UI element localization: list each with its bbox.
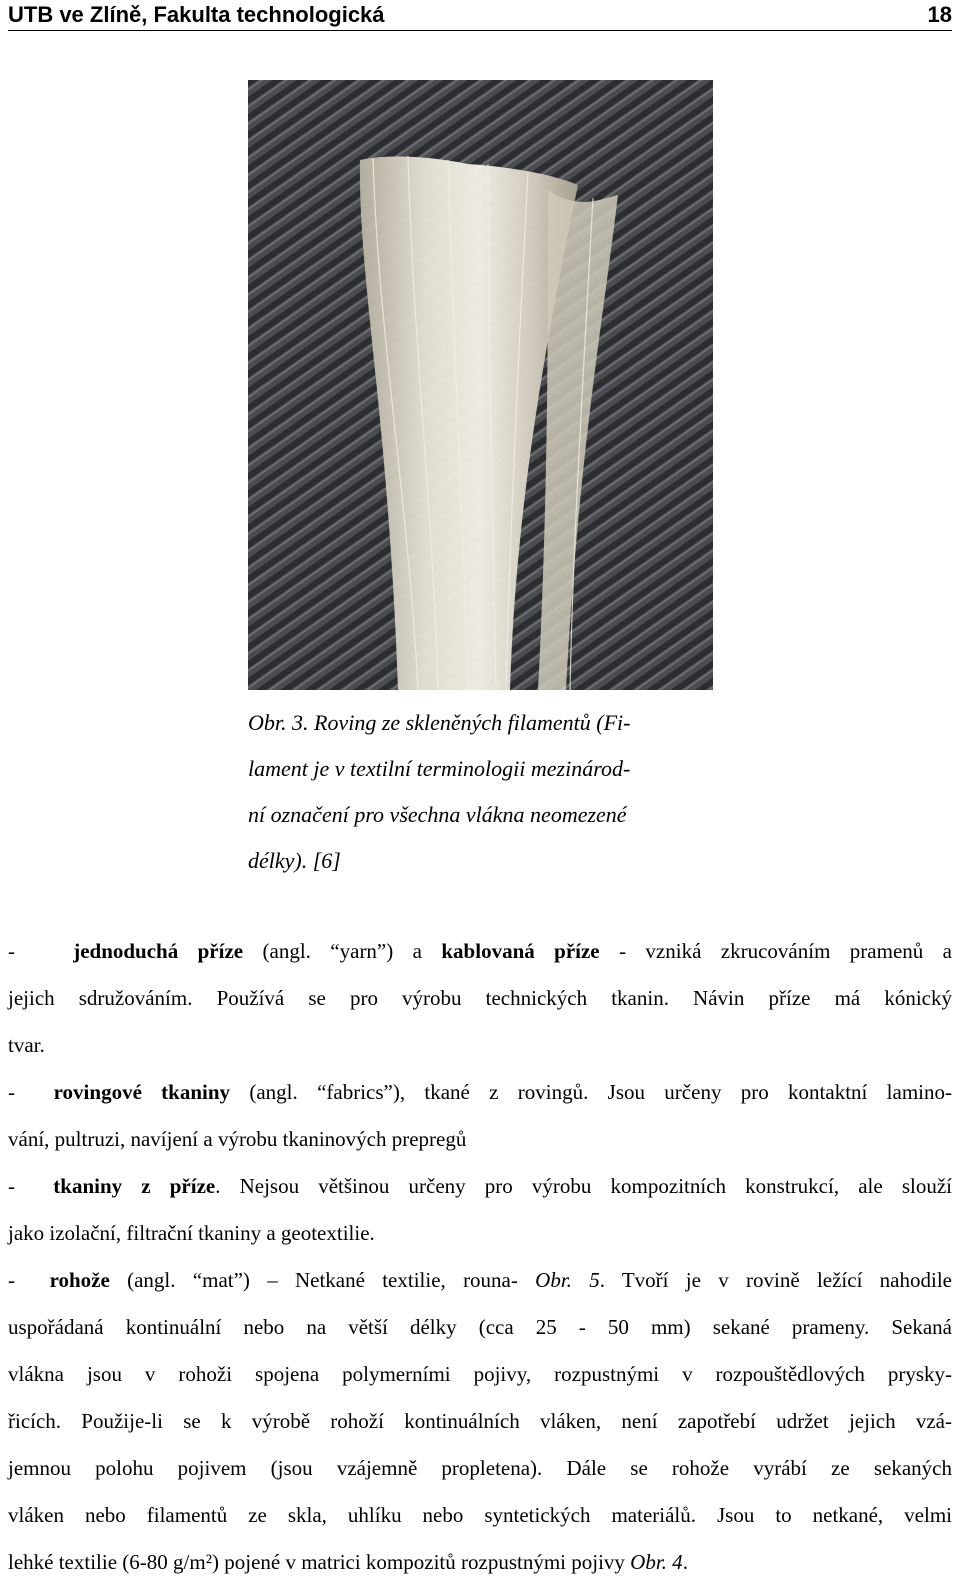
list-dash: - bbox=[8, 1268, 15, 1292]
item-rohoze bbox=[8, 1257, 952, 1586]
roving-photo bbox=[248, 80, 713, 690]
page-header bbox=[8, 0, 952, 31]
text-segment: (angl. “mat”) – Netkané textilie, rouna- bbox=[109, 1268, 536, 1292]
term-tkaniny: tkaniny z příze bbox=[53, 1174, 216, 1198]
list-dash: - bbox=[8, 1174, 15, 1198]
text-line bbox=[8, 928, 952, 975]
body-text bbox=[8, 928, 952, 1586]
text-segment: (angl. “yarn”) a bbox=[243, 939, 442, 963]
item-rovingove bbox=[8, 1069, 952, 1163]
text-line: vlákna jsou v rohoži spojena polymerními pojivy, rozpustnými v rozpouštědlových prysky- bbox=[8, 1362, 952, 1386]
text-line: uspořádaná kontinuální nebo na větší délky (cca 25 - 50 mm) sekané prameny. Sekaná bbox=[8, 1315, 952, 1339]
figure-ref: Obr. 4 bbox=[630, 1550, 683, 1574]
text-segment: lehké textilie (6-80 g/m²) pojené v matrici kompozitů rozpustnými pojivy bbox=[8, 1550, 631, 1574]
text-line bbox=[8, 1069, 952, 1116]
text-segment: . bbox=[682, 1550, 688, 1574]
text-segment: . Nejsou většinou určeny pro výrobu kompozitních konstrukcí, ale slouží bbox=[215, 1174, 952, 1198]
item-jednoducha bbox=[8, 928, 952, 1069]
item-tkaniny bbox=[8, 1163, 952, 1257]
roving-photo-illustration bbox=[248, 80, 713, 690]
text-line: jejich sdružováním. Používá se pro výrobu technických tkanin. Návin příze má kónický bbox=[8, 986, 952, 1010]
text-segment: . Tvoří je v rovině ležící nahodile bbox=[599, 1268, 952, 1292]
term-jednoducha: jednoduchá příze bbox=[73, 939, 244, 963]
term-kablovana: kablovaná příze bbox=[441, 939, 600, 963]
page-number: 18 bbox=[927, 2, 952, 27]
figure-ref: Obr. 5 bbox=[535, 1268, 600, 1292]
text-line: jako izolační, filtrační tkaniny a geotextilie. bbox=[8, 1221, 375, 1245]
text-segment: - vzniká zkrucováním pramenů a bbox=[599, 939, 952, 963]
figure-caption bbox=[248, 700, 718, 884]
header-title: UTB ve Zlíně, Fakulta technologická bbox=[8, 2, 385, 27]
term-rovingove: rovingové tkaniny bbox=[53, 1080, 231, 1104]
text-line: vání, pultruzi, navíjení a výrobu tkaninových prepregů bbox=[8, 1127, 467, 1151]
list-dash: - bbox=[8, 939, 15, 963]
caption-line: ní označení pro všechna vlákna neomezené bbox=[248, 802, 627, 827]
text-line: tvar. bbox=[8, 1033, 45, 1057]
text-line: vláken nebo filamentů ze skla, uhlíku nebo syntetických materiálů. Jsou to netkané, velmi bbox=[8, 1503, 952, 1527]
term-rohoze: rohože bbox=[49, 1268, 110, 1292]
text-line bbox=[8, 1539, 952, 1586]
list-dash: - bbox=[8, 1080, 15, 1104]
caption-line: Obr. 3. Roving ze skleněných filamentů (Fi- bbox=[248, 710, 631, 735]
caption-line: délky). [6] bbox=[248, 848, 341, 873]
text-line bbox=[8, 1257, 952, 1304]
text-line: jemnou polohu pojivem (jsou vzájemně propletena). Dále se rohože vyrábí ze sekaných bbox=[8, 1456, 952, 1480]
text-line bbox=[8, 1163, 952, 1210]
text-segment: (angl. “fabrics”), tkané z rovingů. Jsou určeny pro kontaktní lamino- bbox=[230, 1080, 952, 1104]
text-line: řicích. Použije-li se k výrobě rohoží kontinuálních vláken, není zapotřebí udržet jejich vzá- bbox=[8, 1409, 952, 1433]
caption-line: lament je v textilní terminologii mezinárod- bbox=[248, 756, 631, 781]
